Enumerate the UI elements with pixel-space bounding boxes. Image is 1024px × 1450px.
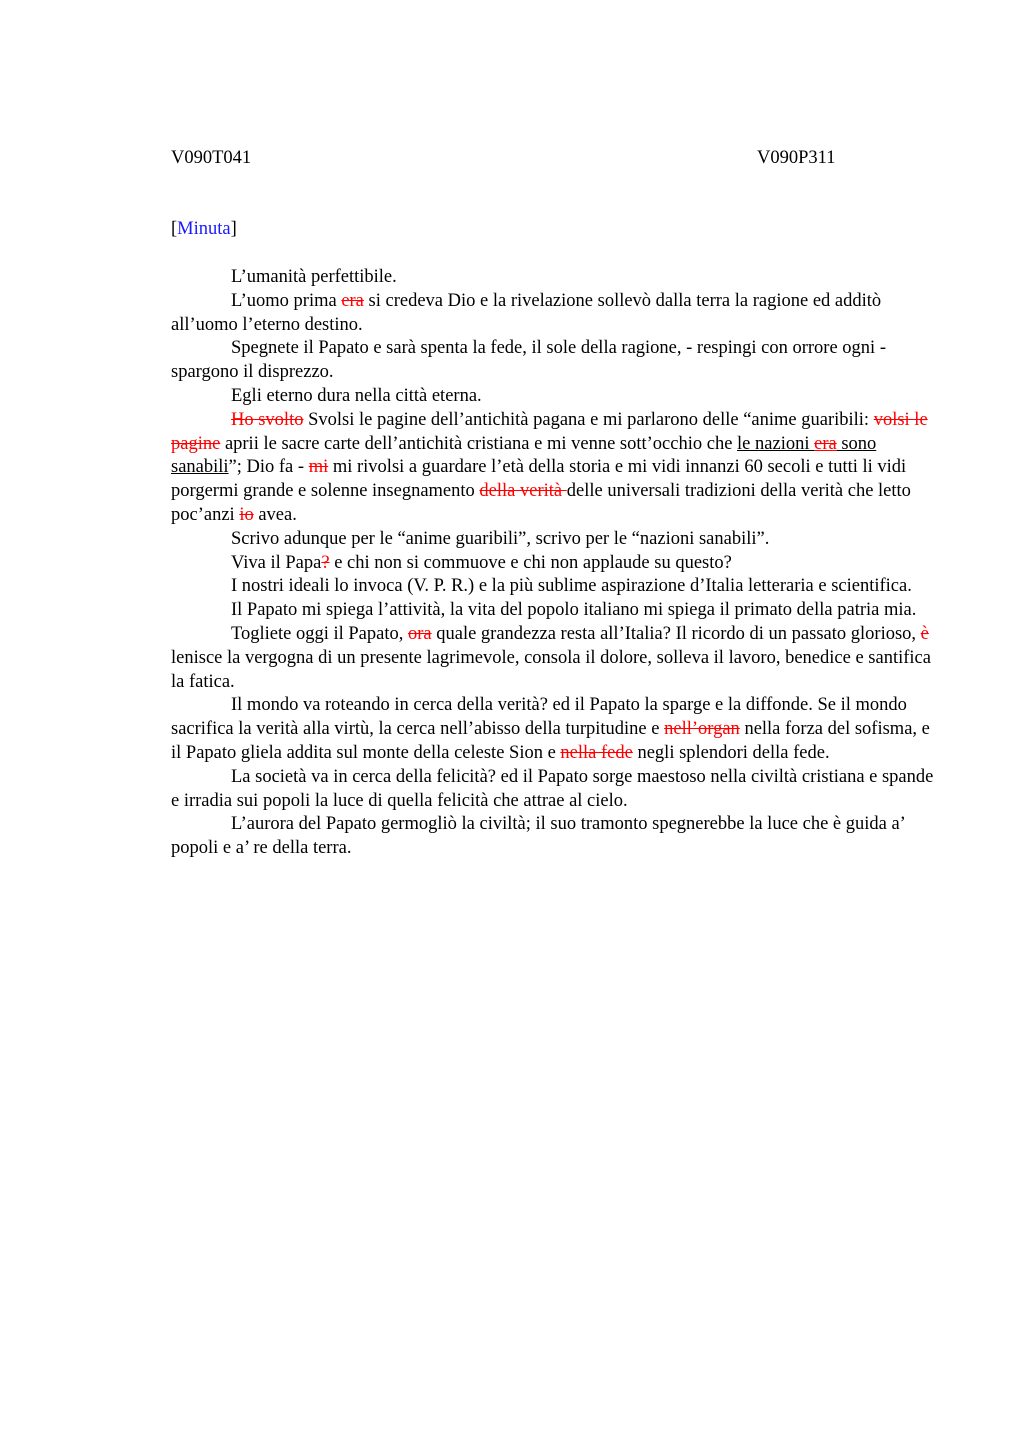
bracket-close: ] [230, 219, 237, 239]
paragraph [171, 623, 941, 694]
text-segment: Il mondo va roteando in cerca della verità? ed il Papato la sparge e la diffonde. Se il mondo sacrifica la verità alla virtù, la cerca nell’abisso della turpitudine e [171, 695, 907, 740]
text-segment: quale grandezza resta all’Italia? Il ricordo di un passato glorioso, [431, 623, 921, 644]
text-segment: e chi non si commuove e chi non applaude su questo? [329, 552, 732, 573]
deleted-text: era [341, 290, 364, 311]
text-segment: Spegnete il Papato e sarà spenta la fede, il sole della ragione, - respingi con orrore ogni - spargono il disprezzo. [171, 338, 886, 383]
deleted-text: mi [308, 457, 329, 478]
deleted-text: volsi le pagine [171, 409, 928, 454]
deleted-text: ora [408, 623, 432, 644]
document-type-label: Minuta [177, 219, 231, 239]
paragraph [171, 575, 941, 599]
text-segment: Egli eterno dura nella città eterna. [231, 385, 482, 406]
paragraph [171, 290, 941, 338]
underlined-text: sono sanabili [171, 433, 877, 478]
text-segment: Viva il Papa [231, 552, 322, 573]
deleted-text: ? [321, 552, 330, 573]
text-segment: Il Papato mi spiega l’attività, la vita del popolo italiano mi spiega il primato della patria mia. [231, 600, 917, 621]
deleted-text: io [239, 504, 254, 525]
text-segment: delle universali tradizioni della verità che letto poc’anzi [171, 481, 911, 525]
text-segment: lenisce la vergogna di un presente lagrimevole, consola il dolore, solleva il lavoro, benedice e santifica la fatica. [171, 647, 931, 692]
text-segment: L’aurora del Papato germogliò la civiltà; il suo tramonto spegnerebbe la luce che è guida a’ popoli e a’ re della terra. [171, 814, 905, 859]
deleted-text: è [920, 623, 929, 644]
text-segment: L’uomo prima [231, 290, 342, 311]
document-code-right: V090P311 [757, 148, 836, 168]
document-code-left: V090T041 [171, 148, 252, 168]
deleted-text: Ho svolto [231, 409, 304, 430]
text-segment: avea. [253, 504, 297, 525]
deleted-text: era [814, 433, 837, 454]
paragraph [171, 766, 941, 814]
text-segment: La società va in cerca della felicità? ed il Papato sorge maestoso nella civiltà cristiana e spande e irradia sui popoli la luce di quella felicità che attrae al cielo. [171, 766, 934, 811]
text-segment: nella forza del sofisma, e il Papato gliela addita sul monte della celeste Sion e [171, 719, 930, 763]
paragraph [171, 599, 941, 623]
text-segment: Svolsi le pagine dell’antichità pagana e mi parlarono delle “anime guaribili: [303, 409, 874, 430]
text-segment: mi rivolsi a guardare l’età della storia e mi vidi innanzi 60 secoli e tutti li vidi porgermi grande e solenne insegnamento [171, 457, 907, 502]
text-segment: negli splendori della fede. [632, 742, 830, 763]
text-segment: Togliete oggi il Papato, [231, 623, 408, 644]
paragraph [171, 552, 941, 576]
text-segment: L’umanità perfettibile. [231, 267, 397, 287]
bracket-open: [ [171, 219, 178, 239]
text-segment: ”; Dio fa - [228, 457, 309, 478]
paragraph [171, 337, 941, 385]
paragraph [171, 266, 941, 290]
deleted-text: nell’organ [664, 719, 740, 740]
text-segment: aprii le sacre carte dell’antichità cristiana e mi venne sott’occhio che [220, 433, 738, 454]
paragraph [171, 694, 941, 765]
deleted-text: nella fede [560, 742, 633, 763]
paragraph [171, 813, 941, 861]
text-segment: si credeva Dio e la rivelazione sollevò dalla terra la ragione ed additò all’uomo l’eterno destino. [171, 290, 882, 335]
deleted-text: della verità [479, 481, 567, 502]
paragraph [171, 385, 941, 409]
document-type [171, 218, 237, 240]
underlined-text: le nazioni [737, 433, 815, 454]
document-body [171, 266, 941, 861]
paragraph [171, 409, 941, 528]
text-segment: I nostri ideali lo invoca (V. P. R.) e la più sublime aspirazione d’Italia letteraria e scientifica. [231, 576, 912, 597]
text-segment: Scrivo adunque per le “anime guaribili”, scrivo per le “nazioni sanabili”. [231, 528, 770, 549]
paragraph [171, 528, 941, 552]
